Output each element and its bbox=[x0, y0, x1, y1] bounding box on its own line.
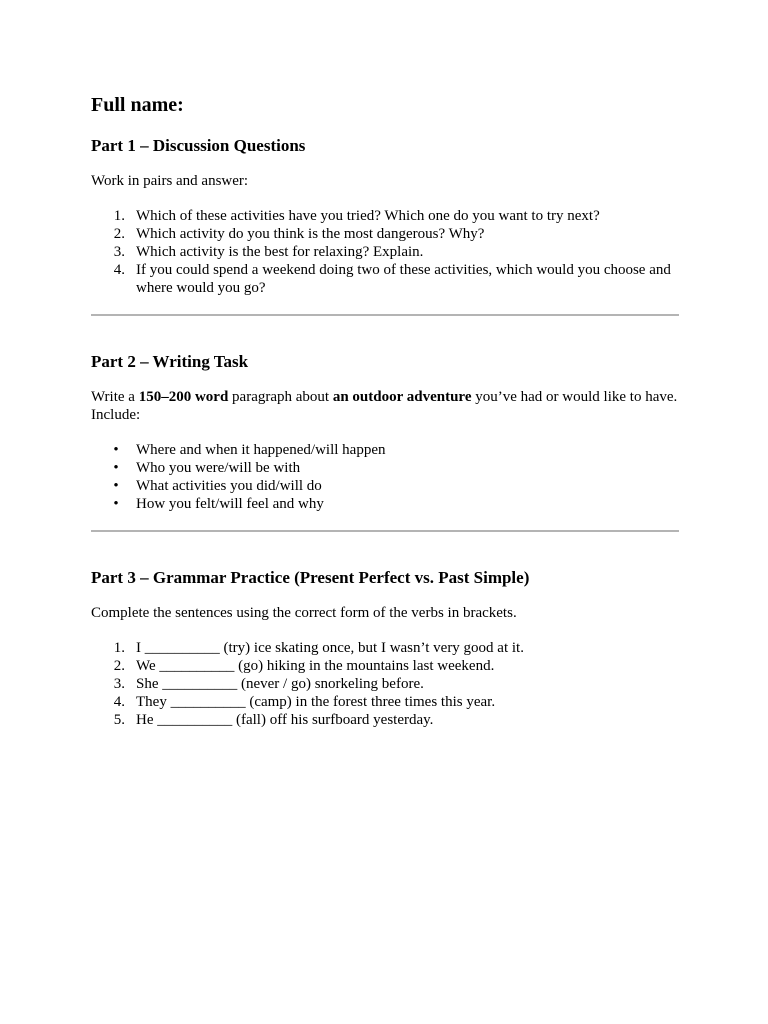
intro-text: paragraph about bbox=[228, 389, 333, 405]
bullet-icon: • bbox=[113, 460, 119, 476]
part3-sentence-list bbox=[91, 639, 679, 729]
list-item bbox=[91, 477, 679, 495]
part2-bullet-list bbox=[91, 441, 679, 513]
list-item bbox=[91, 441, 679, 459]
list-text: What activities you did/will do bbox=[136, 478, 322, 494]
bullet-icon: • bbox=[113, 496, 119, 512]
part1-question-list bbox=[91, 207, 679, 297]
part1-section bbox=[91, 135, 679, 314]
list-item bbox=[91, 657, 679, 675]
intro-text: you’ve had or would like to have. Include: bbox=[91, 389, 678, 423]
list-number: 1. bbox=[113, 208, 125, 224]
list-number: 2. bbox=[113, 226, 125, 242]
list-text: They __________ (camp) in the forest three times this year. bbox=[136, 694, 496, 710]
list-item bbox=[91, 243, 679, 261]
list-number: 1. bbox=[113, 640, 125, 656]
part3-section bbox=[91, 567, 679, 729]
list-number: 2. bbox=[113, 658, 125, 674]
list-item bbox=[91, 261, 679, 297]
list-text: Which of these activities have you tried? Which one do you want to try next? bbox=[136, 208, 600, 224]
list-item bbox=[91, 459, 679, 477]
intro-text: Write a bbox=[91, 389, 139, 405]
part3-title: Part 3 – Grammar Practice (Present Perfect vs. Past Simple) bbox=[91, 568, 530, 587]
list-item bbox=[91, 711, 679, 729]
part2-title: Part 2 – Writing Task bbox=[91, 352, 249, 371]
list-item bbox=[91, 225, 679, 243]
list-number: 5. bbox=[113, 712, 125, 728]
list-item bbox=[91, 495, 679, 513]
list-text: She __________ (never / go) snorkeling before. bbox=[136, 676, 424, 692]
list-text: Which activity do you think is the most dangerous? Why? bbox=[136, 226, 485, 242]
list-item bbox=[91, 639, 679, 657]
list-number: 3. bbox=[113, 244, 125, 260]
topic-emphasis: an outdoor adventure bbox=[332, 389, 472, 405]
bullet-icon: • bbox=[113, 478, 119, 494]
part3-instruction: Complete the sentences using the correct form of the verbs in brackets. bbox=[91, 605, 517, 621]
full-name-label: Full name: bbox=[91, 94, 184, 116]
list-text: Which activity is the best for relaxing? Explain. bbox=[136, 244, 424, 260]
list-text: How you felt/will feel and why bbox=[136, 496, 324, 512]
word-count-emphasis: 150–200 word bbox=[138, 389, 229, 405]
list-text: He __________ (fall) off his surfboard yesterday. bbox=[136, 712, 434, 728]
list-text: If you could spend a weekend doing two of these activities, which would you choose and where would you go? bbox=[136, 262, 671, 296]
list-item bbox=[91, 693, 679, 711]
list-number: 4. bbox=[113, 262, 125, 278]
part1-title: Part 1 – Discussion Questions bbox=[91, 136, 306, 155]
list-text: Who you were/will be with bbox=[136, 460, 301, 476]
part2-instruction bbox=[91, 388, 679, 424]
bullet-icon: • bbox=[113, 442, 119, 458]
list-text: We __________ (go) hiking in the mountains last weekend. bbox=[136, 658, 495, 674]
list-item bbox=[91, 675, 679, 693]
part1-instruction: Work in pairs and answer: bbox=[91, 173, 249, 189]
list-number: 4. bbox=[113, 694, 125, 710]
list-text: Where and when it happened/will happen bbox=[136, 442, 386, 458]
list-item bbox=[91, 207, 679, 225]
list-number: 3. bbox=[113, 676, 125, 692]
list-text: I __________ (try) ice skating once, but I wasn’t very good at it. bbox=[136, 640, 524, 656]
part2-section bbox=[91, 351, 679, 530]
document-body bbox=[91, 93, 679, 729]
